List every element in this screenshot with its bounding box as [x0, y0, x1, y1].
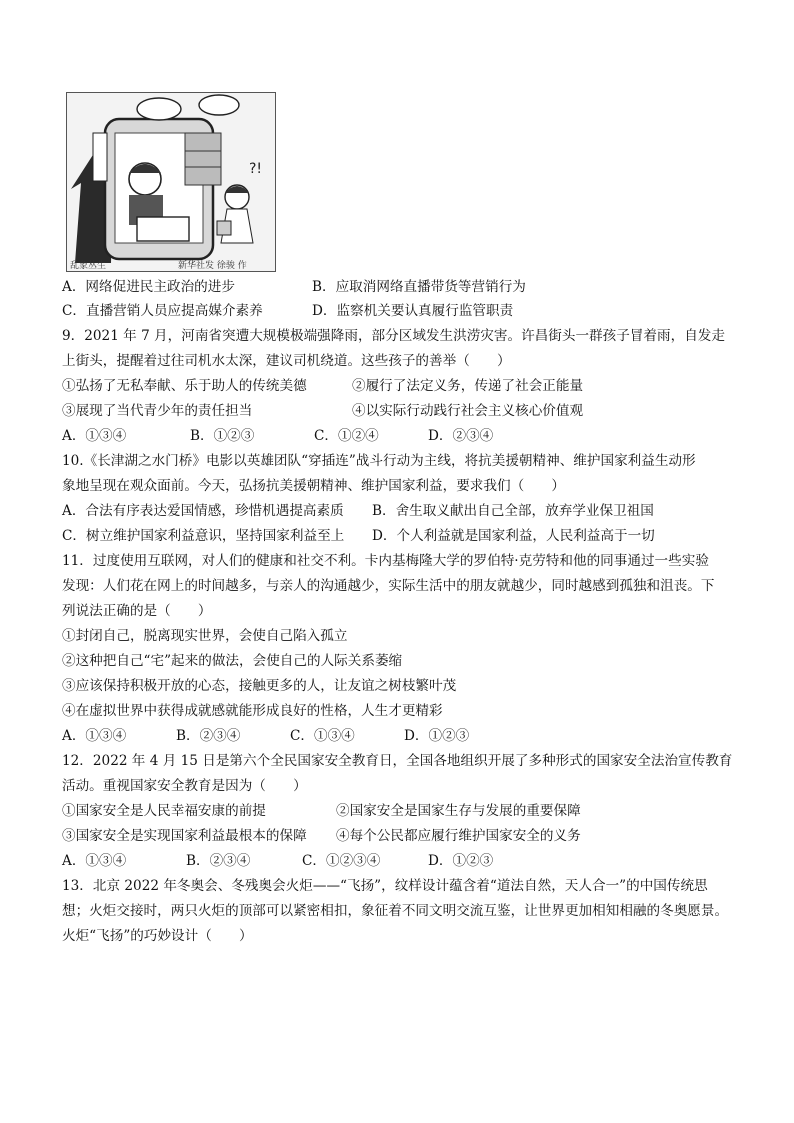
q13-stem-line-2: 想；火炬交接时，两只火炬的顶部可以紧密相扣，象征着不同文明交流互鉴，让世界更加相知相融的冬奥愿景。	[62, 903, 729, 919]
q9-option-b: B．①②③	[190, 428, 255, 444]
bubble-right	[199, 95, 239, 115]
q9-statement-3: ③展现了当代青少年的责任担当	[62, 403, 253, 419]
q12-stem-line-2: 活动。重视国家安全教育是因为（ ）	[62, 778, 307, 794]
q9-statement-4: ④以实际行动践行社会主义核心价值观	[352, 403, 584, 419]
q11-option-d: D．①②③	[404, 728, 470, 744]
q11-option-c: C．①③④	[290, 728, 355, 744]
q11-option-a: A．①③④	[62, 728, 127, 744]
q9-option-c: C．①②④	[314, 428, 379, 444]
q9-stem-line-1: 9．2021 年 7 月，河南省突遭大规模极端强降雨，部分区域发生洪涝灾害。许昌街头一群孩子冒着雨，自发走	[62, 328, 725, 344]
q10-option-c: C．树立维护国家利益意识，坚持国家利益至上	[62, 528, 345, 544]
q8-option-c: C．直播营销人员应提高媒介素养	[62, 303, 263, 319]
cartoon-drawing	[67, 93, 275, 271]
q9-stem-line-2: 上街头，提醒着过往司机水太深，建议司机绕道。这些孩子的善举（ ）	[62, 353, 511, 369]
q11-stem-line-2: 发现：人们花在网上的时间越多，与亲人的沟通越少，实际生活中的朋友就越少，同时越感到孤独和沮丧。下	[62, 578, 715, 594]
q10-option-b: B．舍生取义献出自己全部，放弃学业保卫祖国	[372, 503, 654, 519]
sign-board	[137, 217, 189, 241]
cartoon-illustration	[66, 92, 276, 272]
q11-stem-line-3: 列说法正确的是（ ）	[62, 603, 212, 619]
q10-option-a: A．合法有序表达爱国情感，珍惜机遇提高素质	[62, 503, 344, 519]
q11-statement-4: ④在虚拟世界中获得成就感就能形成良好的性格，人生才更精彩	[62, 703, 443, 719]
q8-option-d: D．监察机关要认真履行监管职责	[312, 303, 514, 319]
q12-statement-2: ②国家安全是国家生存与发展的重要保障	[336, 803, 581, 819]
q13-stem-line-3: 火炬“飞扬”的巧妙设计（ ）	[62, 928, 253, 944]
q12-statement-4: ④每个公民都应履行维护国家安全的义务	[336, 828, 581, 844]
q9-option-d: D．②③④	[428, 428, 494, 444]
q10-stem-line-1: 10.《长津湖之水门桥》电影以英雄团队“穿插连”战斗行动为主线，将抗美援朝精神、维护国家利益生动形	[62, 453, 696, 469]
q12-option-a: A．①③④	[62, 853, 127, 869]
q12-option-d: D．①②③	[428, 853, 494, 869]
q8-option-a: A．网络促进民主政治的进步	[62, 279, 235, 295]
q12-statement-3: ③国家安全是实现国家利益最根本的保障	[62, 828, 307, 844]
q9-statement-1: ①弘扬了无私奉献、乐于助人的传统美德	[62, 378, 307, 394]
bubble-left	[137, 98, 181, 120]
cartoon-caption-title: 乱象丛生	[70, 261, 107, 271]
q11-statement-3: ③应该保持积极开放的心态，接触更多的人，让友谊之树枝繁叶茂	[62, 678, 457, 694]
q11-stem-line-1: 11．过度使用互联网，对人们的健康和社交不利。卡内基梅隆大学的罗伯特·克劳特和他的同事通过一些实验	[62, 553, 709, 569]
q10-stem-line-2: 象地呈现在观众面前。今天，弘扬抗美援朝精神、维护国家利益，要求我们（ ）	[62, 478, 565, 494]
svg-text:?!: ?!	[249, 161, 263, 177]
q9-option-a: A．①③④	[62, 428, 127, 444]
q8-option-b: B．应取消网络直播带货等营销行为	[312, 279, 526, 295]
q12-statement-1: ①国家安全是人民幸福安康的前提	[62, 803, 266, 819]
cartoon-caption-source: 新华社发 徐骏 作	[178, 261, 247, 271]
q11-option-b: B．②③④	[176, 728, 241, 744]
q12-stem-line-1: 12．2022 年 4 月 15 日是第六个全民国家安全教育日，全国各地组织开展了多种形式的国家安全法治宣传教育	[62, 753, 733, 769]
q13-stem-line-1: 13．北京 2022 年冬奥会、冬残奥会火炬——“飞扬”，纹样设计蕴含着“道法自然，天人合一”的中国传统思	[62, 878, 708, 894]
q11-statement-2: ②这种把自己“宅”起来的做法，会使自己的人际关系萎缩	[62, 653, 403, 669]
q12-option-b: B．②③④	[186, 853, 251, 869]
q11-statement-1: ①封闭自己，脱离现实世界，会使自己陷入孤立	[62, 628, 348, 644]
q10-option-d: D．个人利益就是国家利益，人民利益高于一切	[372, 528, 655, 544]
q12-option-c: C．①②③④	[302, 853, 381, 869]
q9-statement-2: ②履行了法定义务，传递了社会正能量	[352, 378, 584, 394]
